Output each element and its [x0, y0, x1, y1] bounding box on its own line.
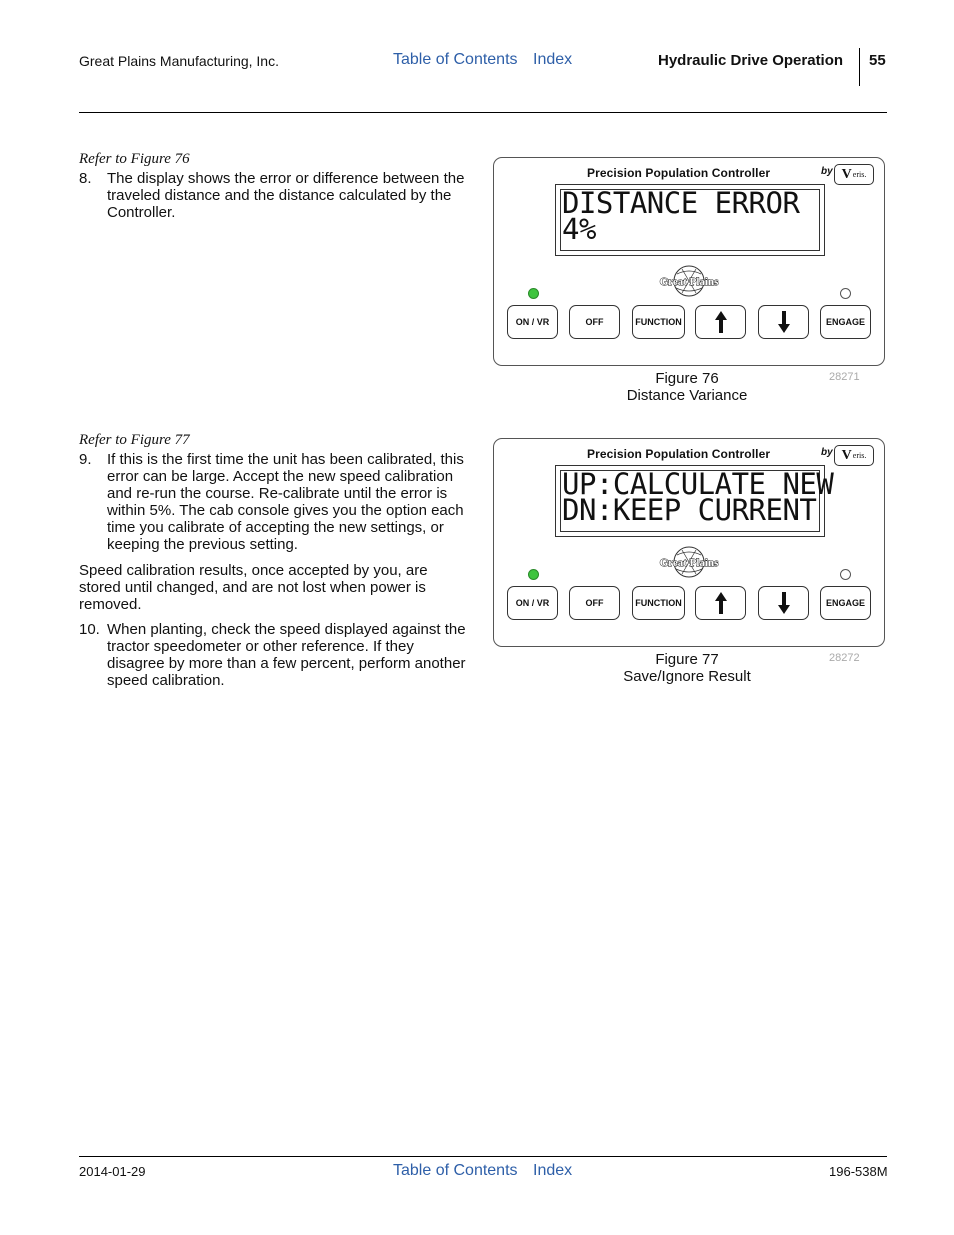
step-10 — [79, 621, 469, 691]
status-led-green — [528, 569, 539, 580]
step-text: If this is the first time the unit has been calibrated, this error can be large. Accept the new speed calibration and re-run the course. Re-calibrate until the error is within 5%. The cab console gives you the option each time you calibrate of accepting the new settings, or keeping the previous setting. — [107, 451, 464, 553]
speed-calibration-paragraph: Speed calibration results, once accepted by you, are stored until changed, and are not lost when power is removed. — [79, 562, 428, 613]
figure-76-caption — [493, 370, 881, 404]
veris-logo: V eris. — [834, 445, 874, 466]
step-number: 8. — [79, 170, 92, 187]
off-button[interactable]: OFF — [569, 305, 620, 339]
step-9 — [79, 451, 469, 555]
svg-text:Great Plains: Great Plains — [659, 557, 719, 569]
up-arrow-icon — [714, 591, 728, 615]
function-button[interactable]: FUNCTION — [632, 305, 685, 339]
figure-id: 28272 — [829, 652, 860, 664]
step-text: The display shows the error or difference between the traveled distance and the distance calculated by the Controller. — [107, 170, 465, 221]
lcd-display — [555, 184, 825, 256]
engage-button[interactable]: ENGAGE — [820, 586, 871, 620]
on-vr-button[interactable]: ON / VR — [507, 305, 558, 339]
figure-title: Distance Variance — [626, 387, 748, 404]
by-label: by — [821, 166, 833, 177]
up-button[interactable] — [695, 586, 746, 620]
document-number: 196-538M — [829, 1164, 888, 1179]
figure-number: Figure 77 — [655, 651, 719, 668]
down-button[interactable] — [758, 586, 809, 620]
engage-button[interactable]: ENGAGE — [820, 305, 871, 339]
down-arrow-icon — [777, 591, 791, 615]
status-led-green — [528, 288, 539, 299]
refer-figure-76: Refer to Figure 76 — [79, 151, 190, 167]
figure-77-caption — [493, 651, 881, 685]
company-name: Great Plains Manufacturing, Inc. — [79, 53, 279, 69]
great-plains-logo — [649, 264, 729, 298]
svg-text:Great Plains: Great Plains — [659, 276, 719, 288]
controller-panel-76 — [493, 157, 885, 366]
step-number: 10. — [79, 621, 100, 638]
header-toc-link[interactable]: Table of Contents — [393, 51, 518, 68]
down-button[interactable] — [758, 305, 809, 339]
panel-title: Precision Population Controller — [587, 166, 771, 180]
on-vr-button[interactable]: ON / VR — [507, 586, 558, 620]
lcd-line-1: DISTANCE ERROR — [562, 186, 800, 220]
step-text: When planting, check the speed displayed against the tractor speedometer or other reference. If they disagree by more than a few percent, perform another speed calibration. — [107, 621, 466, 689]
footer-toc-link[interactable]: Table of Contents — [393, 1162, 518, 1179]
figure-id: 28271 — [829, 371, 860, 383]
figure-title: Save/Ignore Result — [623, 668, 751, 685]
lcd-display — [555, 465, 834, 537]
lcd-line-2: 4% — [562, 212, 596, 246]
lcd-line-2: DN:KEEP CURRENT — [562, 493, 817, 527]
footer-rule — [79, 1156, 887, 1157]
footer-date: 2014-01-29 — [79, 1164, 146, 1179]
up-button[interactable] — [695, 305, 746, 339]
veris-logo: V eris. — [834, 164, 874, 185]
section-title: Hydraulic Drive Operation — [658, 52, 844, 69]
lcd-line-1: UP:CALCULATE NEW — [562, 467, 834, 501]
status-led-off — [840, 288, 851, 299]
down-arrow-icon — [777, 310, 791, 334]
header-index-link[interactable]: Index — [533, 51, 573, 68]
step-8 — [79, 170, 469, 222]
controller-panel-77 — [493, 438, 885, 647]
status-led-off — [840, 569, 851, 580]
up-arrow-icon — [714, 310, 728, 334]
off-button[interactable]: OFF — [569, 586, 620, 620]
footer-index-link[interactable]: Index — [533, 1162, 573, 1179]
header-divider — [859, 48, 860, 86]
header-rule — [79, 112, 887, 113]
function-button[interactable]: FUNCTION — [632, 586, 685, 620]
step-number: 9. — [79, 451, 92, 468]
figure-number: Figure 76 — [655, 370, 719, 387]
by-label: by — [821, 447, 833, 458]
refer-figure-77: Refer to Figure 77 — [79, 432, 190, 448]
page-number: 55 — [869, 52, 886, 69]
great-plains-logo — [649, 545, 729, 579]
panel-title: Precision Population Controller — [587, 447, 771, 461]
